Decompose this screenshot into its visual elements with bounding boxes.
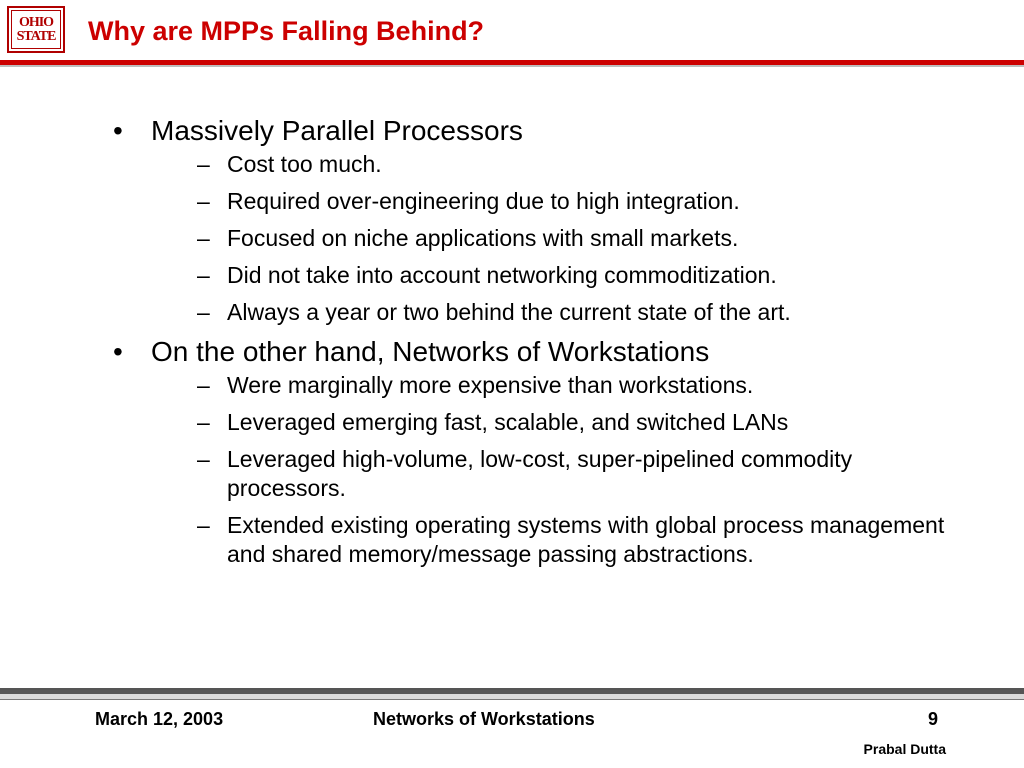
footer-date: March 12, 2003 [95, 709, 224, 729]
sub-bullet-marker: – [197, 188, 210, 214]
sub-bullet-text: Required over-engineering due to high integration. [227, 188, 740, 214]
sub-bullet-item [197, 261, 947, 290]
slide-body [113, 114, 993, 577]
sub-bullet-marker: – [197, 151, 210, 177]
sub-bullet-marker: – [197, 512, 210, 538]
sub-bullet-marker: – [197, 409, 210, 435]
sub-bullet-marker: – [197, 446, 210, 472]
bullet-marker: • [113, 336, 123, 367]
sub-bullet-marker: – [197, 299, 210, 325]
bullet-marker: • [113, 115, 123, 146]
sub-bullet-item [197, 511, 947, 569]
bullet-text: On the other hand, Networks of Workstations [151, 336, 710, 367]
sub-bullet-text: Leveraged emerging fast, scalable, and switched LANs [227, 409, 789, 435]
sub-bullet-item [197, 150, 947, 179]
sub-bullet-item [197, 224, 947, 253]
sub-bullet-text: Extended existing operating systems with global process management and shared memory/message passing abstractions. [227, 512, 945, 567]
sub-bullet-text: Were marginally more expensive than workstations. [227, 372, 754, 398]
sub-bullet-text: Always a year or two behind the current state of the art. [227, 299, 791, 325]
slide-title: Why are MPPs Falling Behind? [88, 16, 485, 46]
sub-bullet-text: Leveraged high-volume, low-cost, super-pipelined commodity processors. [227, 446, 853, 501]
sub-bullet-item [197, 187, 947, 216]
bullet-text: Massively Parallel Processors [151, 115, 523, 146]
logo-frame [11, 10, 61, 49]
footer-page-number: 9 [927, 709, 938, 729]
logo-line-1: OHIO [18, 14, 54, 30]
sub-bullet-item [197, 408, 947, 437]
footer-author: Prabal Dutta [863, 741, 946, 757]
footer-presentation-title: Networks of Workstations [373, 709, 595, 729]
sub-bullet-item [197, 445, 947, 503]
footer-divider-light [0, 694, 1024, 700]
ohio-state-logo [7, 6, 65, 53]
sub-bullet-text: Did not take into account networking commoditization. [227, 262, 777, 288]
sub-bullet-marker: – [197, 262, 210, 288]
title-divider-gray [0, 65, 1024, 67]
sub-bullet-item [197, 298, 947, 327]
sub-bullet-marker: – [197, 225, 210, 251]
sub-bullet-text: Cost too much. [227, 151, 382, 177]
bullet-item [113, 114, 993, 148]
bullet-item [113, 335, 993, 369]
sub-bullet-item [197, 371, 947, 400]
sub-bullet-marker: – [197, 372, 210, 398]
sub-bullet-text: Focused on niche applications with small markets. [227, 225, 739, 251]
logo-line-2: STATE [16, 28, 56, 44]
